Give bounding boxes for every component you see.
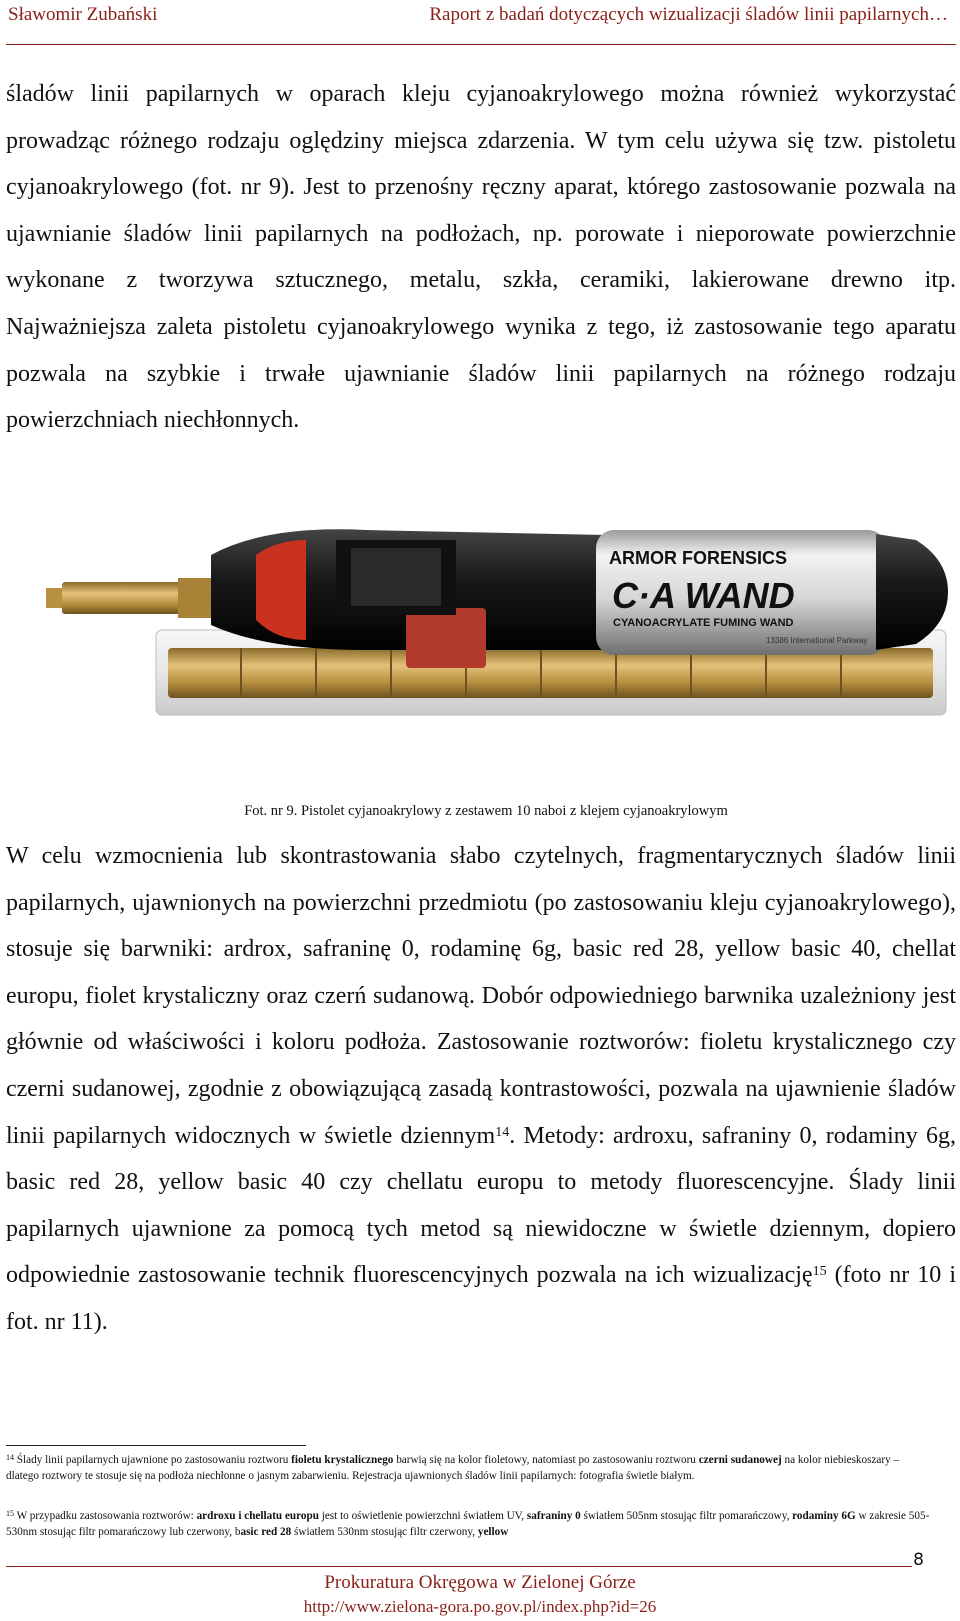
- footnote-15-bold: yellow: [477, 1526, 509, 1538]
- footnote-ref-14[interactable]: 14: [495, 1124, 510, 1140]
- footnote-15-bold: ardroxu i chellatu europu: [196, 1510, 319, 1522]
- product-label: C·A WAND: [612, 575, 795, 616]
- footer-rule: [6, 1566, 912, 1567]
- photo-caption: Fot. nr 9. Pistolet cyjanoakrylowy z zestawem 10 naboi z klejem cyjanoakrylowym: [244, 803, 728, 819]
- footnote-14-number: 14: [6, 1453, 14, 1462]
- footnote-15-number: 15: [6, 1509, 14, 1518]
- paragraph-dyes-part-c: (foto nr 10 i fot. nr 11).: [6, 1262, 956, 1335]
- header-rule: [6, 44, 956, 45]
- paragraph-dyes-part-a: W celu wzmocnienia lub skontrastowania słabo czytelnych, fragmentarycznych śladów linii papilarnych, ujawnionych na powierzchni przedmiotu (po zastosowaniu kleju cyjanoakrylowego), stosuje się barwniki: ardrox, safraninę 0, rodaminę 6g, basic red 28, yellow basic 40, chellat europu, fiolet krystaliczny oraz czerń sudanową. Dobór odpowiedniego barwnika uzależniony jest głównie od właściwości i koloru podłoża. Zastosowanie roztworów: fioletu krystalicznego czy czerni sudanowej, zgodnie z obowiązującą zasadą kontrastowości, pozwala na ujawnienie śladów linii papilarnych widocznych w świetle dziennym: [6, 843, 956, 1149]
- brand-label: ARMOR FORENSICS: [609, 548, 788, 568]
- page-header: [0, 0, 960, 56]
- wand-tank: [596, 530, 886, 655]
- footnote-14-text: Ślady linii papilarnych ujawnione po zastosowaniu roztworu: [14, 1454, 292, 1466]
- footnote-15-text: światłem 530nm stosując filtr czerwony,: [291, 1526, 478, 1538]
- address-label: 13386 International Parkway: [766, 636, 868, 645]
- footnote-14-text: barwią się na kolor fioletowy, natomiast po zastosowaniu roztworu: [393, 1454, 699, 1466]
- footnote-15-bold: asic red 28: [240, 1526, 292, 1538]
- footnote-15-bold: rodaminy 6G: [792, 1510, 856, 1522]
- footer-url-link[interactable]: http://www.zielona-gora.po.gov.pl/index.php?id=26: [303, 1597, 657, 1616]
- footnote-14-text: na kolor niebieskoszary – dlatego roztwory te stosuje się na podłoża niechłonne o jasnym zabarwieniu. Rejestracja ujawnionych śladów linii papilarnych: fotografia świetle białym.: [6, 1454, 900, 1482]
- footnote-15-bold: safraniny 0: [526, 1510, 581, 1522]
- page-number: 8: [913, 1550, 924, 1570]
- footnote-15-text: światłem 505nm stosując filtr pomarańczowy,: [580, 1510, 793, 1522]
- footnote-14: [6, 1452, 930, 1484]
- footnote-15-text: w zakresie 505-530nm stosując filtr pomarańczowy lub czerwony, b: [6, 1510, 930, 1538]
- footnote-rule: [6, 1445, 306, 1446]
- paragraph-dyes: [6, 833, 956, 1346]
- footnote-15-text: W przypadku zastosowania roztworów:: [14, 1510, 197, 1522]
- paragraph-dyes-part-b: . Metody: ardroxu, safraniny 0, rodaminy 6g, basic red 28, yellow basic 40 czy chellatu europu to metody fluorescencyjne. Ślady linii papilarnych ujawnione za pomocą tych metod są niewidoczne w świetle dziennym, dopiero odpowiednie zastosowanie technik fluorescencyjnych pozwala na ich wizualizację: [6, 1122, 956, 1289]
- footnote-15: [6, 1508, 930, 1540]
- header-title: Raport z badań dotyczących wizualizacji śladów linii papilarnych…: [429, 4, 948, 25]
- wand-nozzle: [46, 578, 218, 618]
- footnote-ref-15[interactable]: 15: [812, 1264, 827, 1280]
- header-author: Sławomir Zubański: [8, 4, 158, 25]
- product-sub-label: CYANOACRYLATE FUMING WAND: [613, 617, 794, 629]
- cyanoacrylate-wand-photo: [6, 500, 956, 748]
- footnote-15-text: jest to oświetlenie powierzchni światłem UV,: [318, 1510, 527, 1522]
- footer-office: Prokuratura Okręgowa w Zielonej Górze: [324, 1572, 636, 1593]
- footnote-14-bold: czerni sudanowej: [698, 1454, 782, 1466]
- paragraph-intro: śladów linii papilarnych w oparach kleju cyjanoakrylowego można również wykorzystać prowadząc różnego rodzaju oględziny miejsca zdarzenia. W tym celu używa się tzw. pistoletu cyjanoakrylowego (fot. nr 9). Jest to przenośny ręczny aparat, którego zastosowanie pozwala na ujawnianie śladów linii papilarnych na podłożach, np. porowate i nieporowate powierzchnie wykonane z tworzywa sztucznego, metalu, szkła, ceramiki, lakierowane drewno itp. Najważniejsza zaleta pistoletu cyjanoakrylowego wynika z tego, iż zastosowanie tego aparatu pozwala na szybkie i trwałe ujawnianie śladów linii papilarnych na różnego rodzaju powierzchniach niechłonnych.: [6, 81, 956, 434]
- footnote-14-bold: fioletu krystalicznego: [291, 1454, 394, 1466]
